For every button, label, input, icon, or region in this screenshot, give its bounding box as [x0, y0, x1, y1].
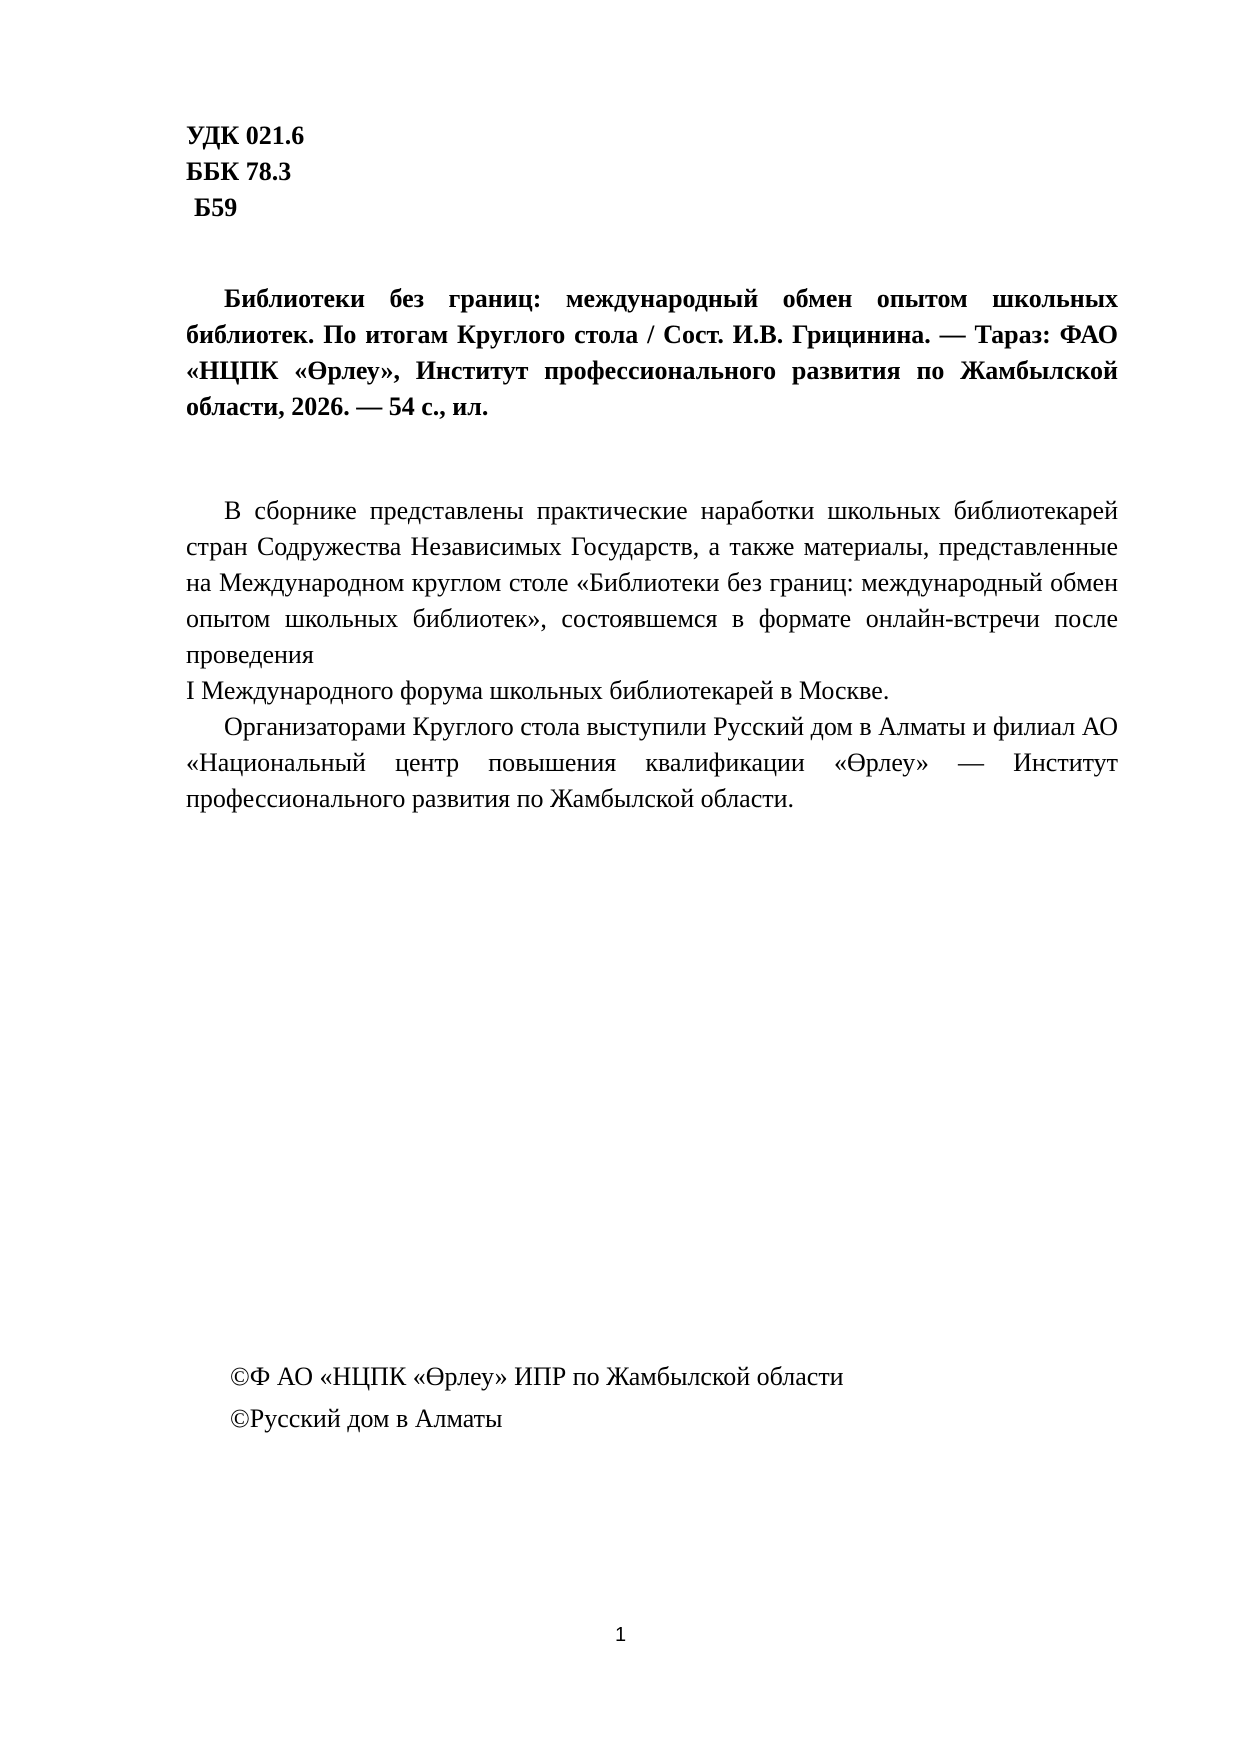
copyright-line-russian-house: ©Русский дом в Алматы — [230, 1404, 503, 1433]
author-mark: Б59 — [194, 193, 238, 222]
udk-index: УДК 021.6 — [186, 121, 305, 150]
copyright-line-orleu: ©Ф АО «НЦПК «Өрлеу» ИПР по Жамбылской области — [230, 1362, 844, 1391]
abstract-paragraph-1-final-line: I Международного форума школьных библиотекарей в Москве. — [186, 676, 890, 705]
copyright-block — [230, 1359, 844, 1443]
abstract-paragraph-1-text: В сборнике представлены практические наработки школьных библиотекарей стран Содружества Независимых Государств, а также материалы, представленные на Международном круглом столе «Библиотеки без границ: международный обмен опытом школьных библиотек», состоявшемся в формате онлайн-встречи после проведения — [186, 496, 1118, 669]
classification-block — [186, 118, 304, 226]
bibliographic-record: Библиотеки без границ: международный обмен опытом школьных библиотек. По итогам Круглого стола / Сост. И.В. Грицинина. — Тараз: ФАО «НЦПК «Өрлеу», Институт профессионального развития по Жамбылской области, 2026. — 54 с., ил. — [186, 284, 1118, 421]
abstract-paragraph-2: Организаторами Круглого стола выступили Русский дом в Алматы и филиал АО «Национальный центр повышения квалификации «Өрлеу» — Институт профессионального развития по Жамбылской области. — [186, 712, 1118, 813]
bbk-index: ББК 78.3 — [186, 157, 292, 186]
abstract — [186, 493, 1118, 817]
abstract-paragraph-1 — [186, 493, 1118, 709]
page-number: 1 — [614, 1624, 627, 1646]
